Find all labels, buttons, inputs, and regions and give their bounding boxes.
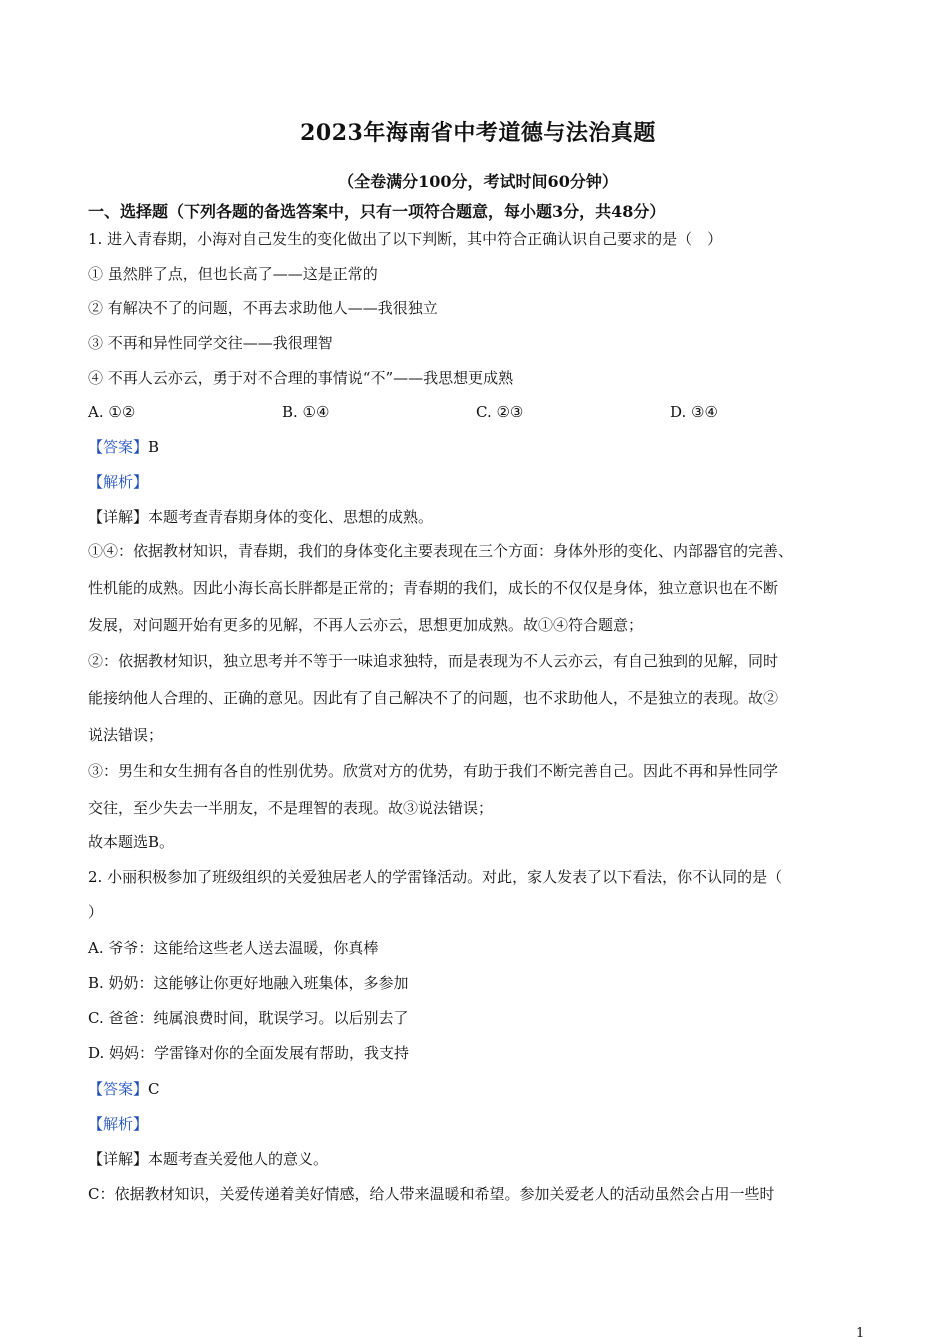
section-heading: 一、选择题（下列各题的备选答案中，只有一项符合题意，每小题3分，共48分） [88,202,666,221]
answer-value: B [148,438,160,456]
document-subtitle: （全卷满分100分，考试时间60分钟） [338,172,618,191]
answer-value: C [148,1080,160,1098]
q2-analysis-tag: 【解析】 [88,1115,149,1133]
q2-option-b: B. 奶奶：这能够让你更好地融入班集体，多参加 [88,974,409,992]
document-title: 2023年海南省中考道德与法治真题 [300,120,656,146]
q1-item-2: ② 有解决不了的问题，不再去求助他人——我很独立 [88,299,438,317]
detail-tag: 【详解】 [88,508,149,526]
q2-stem-line-2: ） [88,903,104,921]
q2-stem-line-1: 2. 小丽积极参加了班级组织的关爱独居老人的学雷锋活动。对此，家人发表了以下看法，你不认同的是（ [88,868,783,886]
q1-option-b: B. ①④ [282,403,330,421]
q1-option-d: D. ③④ [670,403,718,421]
q2-detail-0 [88,1149,328,1169]
q1-detail-5: 能接纳他人合理的、正确的意见。因此有了自己解决不了的问题，也不求助他人，不是独立的表现。故② [88,689,779,707]
q1-item-3: ③ 不再和异性同学交往——我很理智 [88,334,333,352]
q1-answer [88,437,159,457]
q2-answer [88,1079,160,1099]
q1-option-c: C. ②③ [476,403,524,421]
q1-detail-3: 发展，对问题开始有更多的见解，不再人云亦云，思想更加成熟。故①④符合题意； [88,616,644,634]
q1-detail-8: 交往，至少失去一半朋友，不是理智的表现。故③说法错误； [88,799,494,817]
q1-detail-9: 故本题选B。 [88,833,175,851]
q1-item-1: ① 虽然胖了点，但也长高了——这是正常的 [88,265,378,283]
q1-stem: 1. 进入青春期，小海对自己发生的变化做出了以下判断，其中符合正确认识自己要求的是（ ） [88,230,723,248]
answer-tag: 【答案】 [88,1080,149,1098]
q2-option-c: C. 爸爸：纯属浪费时间，耽误学习。以后别去了 [88,1009,409,1027]
q1-option-a: A. ①② [88,403,136,421]
q2-option-a: A. 爷爷：这能给这些老人送去温暖，你真棒 [88,939,379,957]
q1-detail-0 [88,507,433,527]
q1-detail-7: ③：男生和女生拥有各自的性别优势。欣赏对方的优势，有助于我们不断完善自己。因此不再和异性同学 [88,762,779,780]
answer-tag: 【答案】 [88,438,149,456]
page-number: 1 [856,1326,865,1341]
q2-detail-1: C：依据教材知识，关爱传递着美好情感，给人带来温暖和希望。参加关爱老人的活动虽然会占用一些时 [88,1185,775,1203]
q1-item-4: ④ 不再人云亦云，勇于对不合理的事情说“不”——我思想更成熟 [88,369,514,387]
q1-detail-1: ①④：依据教材知识，青春期，我们的身体变化主要表现在三个方面：身体外形的变化、内部器官的完善、 [88,542,794,560]
q1-analysis-tag: 【解析】 [88,473,149,491]
detail-tag: 【详解】 [88,1150,149,1168]
detail-text: 本题考查关爱他人的意义。 [148,1150,329,1168]
q1-detail-2: 性机能的成熟。因此小海长高长胖都是正常的；青春期的我们，成长的不仅仅是身体，独立意识也在不断 [88,579,779,597]
q1-detail-6: 说法错误； [88,726,164,744]
q2-option-d: D. 妈妈：学雷锋对你的全面发展有帮助，我支持 [88,1044,410,1062]
detail-text: 本题考查青春期身体的变化、思想的成熟。 [148,508,434,526]
q1-detail-4: ②：依据教材知识，独立思考并不等于一味追求独特，而是表现为不人云亦云，有自己独到的见解，同时 [88,652,779,670]
